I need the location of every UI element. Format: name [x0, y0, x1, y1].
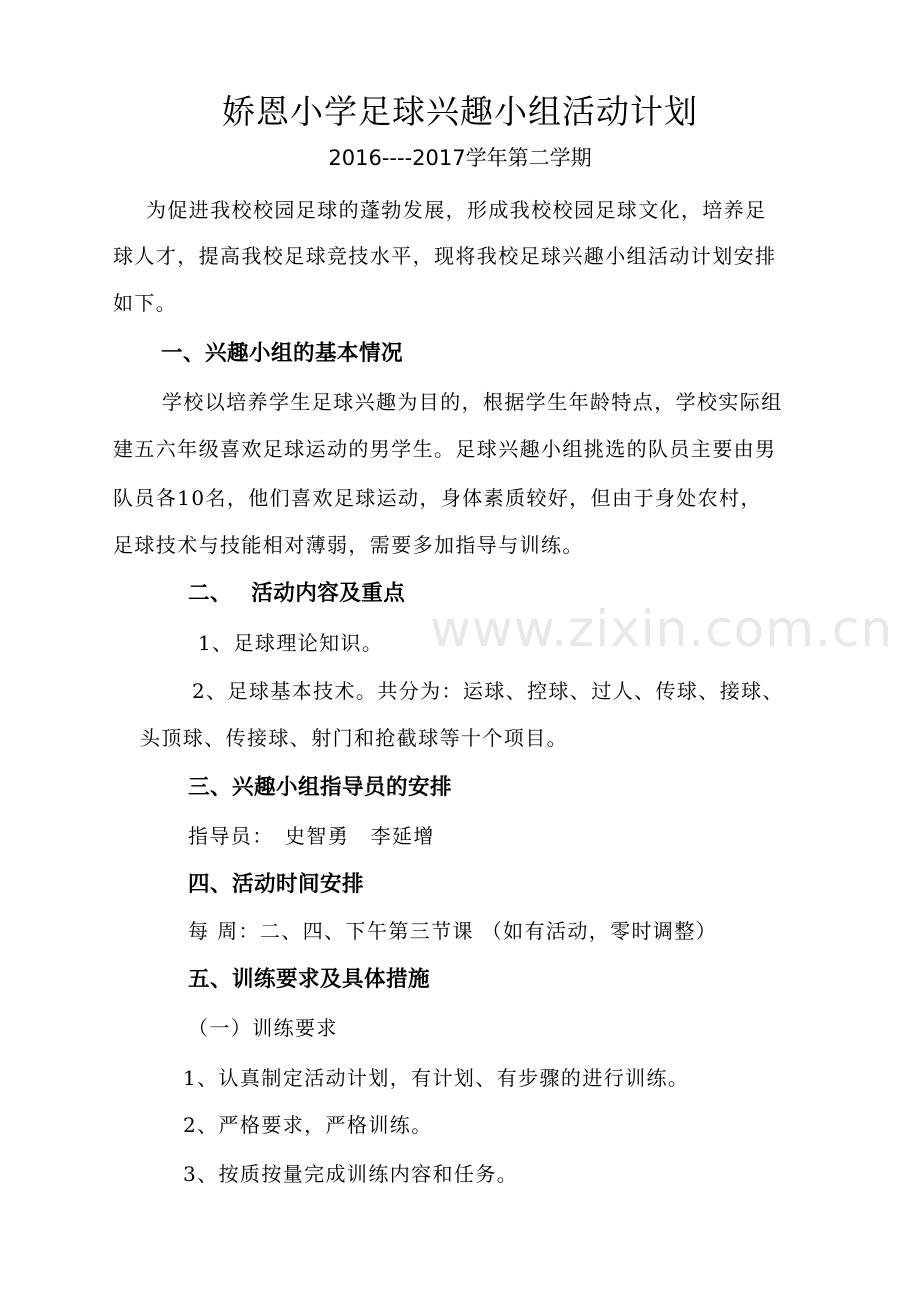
section-1-line-3: 队员各10名，他们喜欢足球运动，身体素质较好，但由于身处农村，: [113, 486, 762, 510]
section-5-requirement-1: 1、认真制定活动计划，有计划、有步骤的进行训练。: [183, 1066, 690, 1090]
document-subtitle: 2016----2017学年第二学期: [328, 146, 592, 170]
section-3-heading: 三、兴趣小组指导员的安排: [188, 775, 453, 800]
section-2-item-1: 1、足球理论知识。: [198, 631, 384, 655]
section-5-subheading: （一）训练要求: [188, 1016, 338, 1040]
intro-line-2: 球人才，提高我校足球竞技水平，现将我校足球兴趣小组活动计划安排: [113, 244, 777, 268]
document-title: 娇恩小学足球兴趣小组活动计划: [222, 92, 698, 131]
watermark-text: www.zixin.com.cn: [430, 600, 894, 658]
section-1-line-4: 足球技术与技能相对薄弱，需要多加指导与训练。: [113, 533, 584, 557]
section-1-heading: 一、兴趣小组的基本情况: [161, 341, 404, 366]
intro-line-1: 为促进我校校园足球的蓬勃发展，形成我校校园足球文化，培养足: [146, 198, 767, 222]
section-5-heading: 五、训练要求及具体措施: [188, 967, 431, 992]
intro-line-3: 如下。: [113, 291, 178, 315]
section-2-item-2-line-1: 2、足球基本技术。共分为：运球、控球、过人、传球、接球、: [192, 679, 784, 703]
section-3-line-1: 指导员： 史智勇 李延增: [188, 824, 435, 848]
section-1-line-2: 建五六年级喜欢足球运动的男学生。足球兴趣小组挑选的队员主要由男: [113, 437, 777, 461]
section-4-heading: 四、活动时间安排: [188, 872, 365, 897]
section-1-line-1: 学校以培养学生足球兴趣为目的，根据学生年龄特点，学校实际组: [162, 390, 783, 414]
section-5-requirement-2: 2、严格要求，严格训练。: [183, 1113, 433, 1137]
section-4-line-1: 每 周：二、四、下午第三节课 （如有活动，零时调整）: [188, 919, 718, 943]
section-2-item-2-line-2: 头顶球、传接球、射门和抢截球等十个项目。: [140, 726, 568, 750]
section-2-heading: 二、 活动内容及重点: [188, 581, 406, 606]
section-5-requirement-3: 3、按质按量完成训练内容和任务。: [183, 1162, 519, 1186]
